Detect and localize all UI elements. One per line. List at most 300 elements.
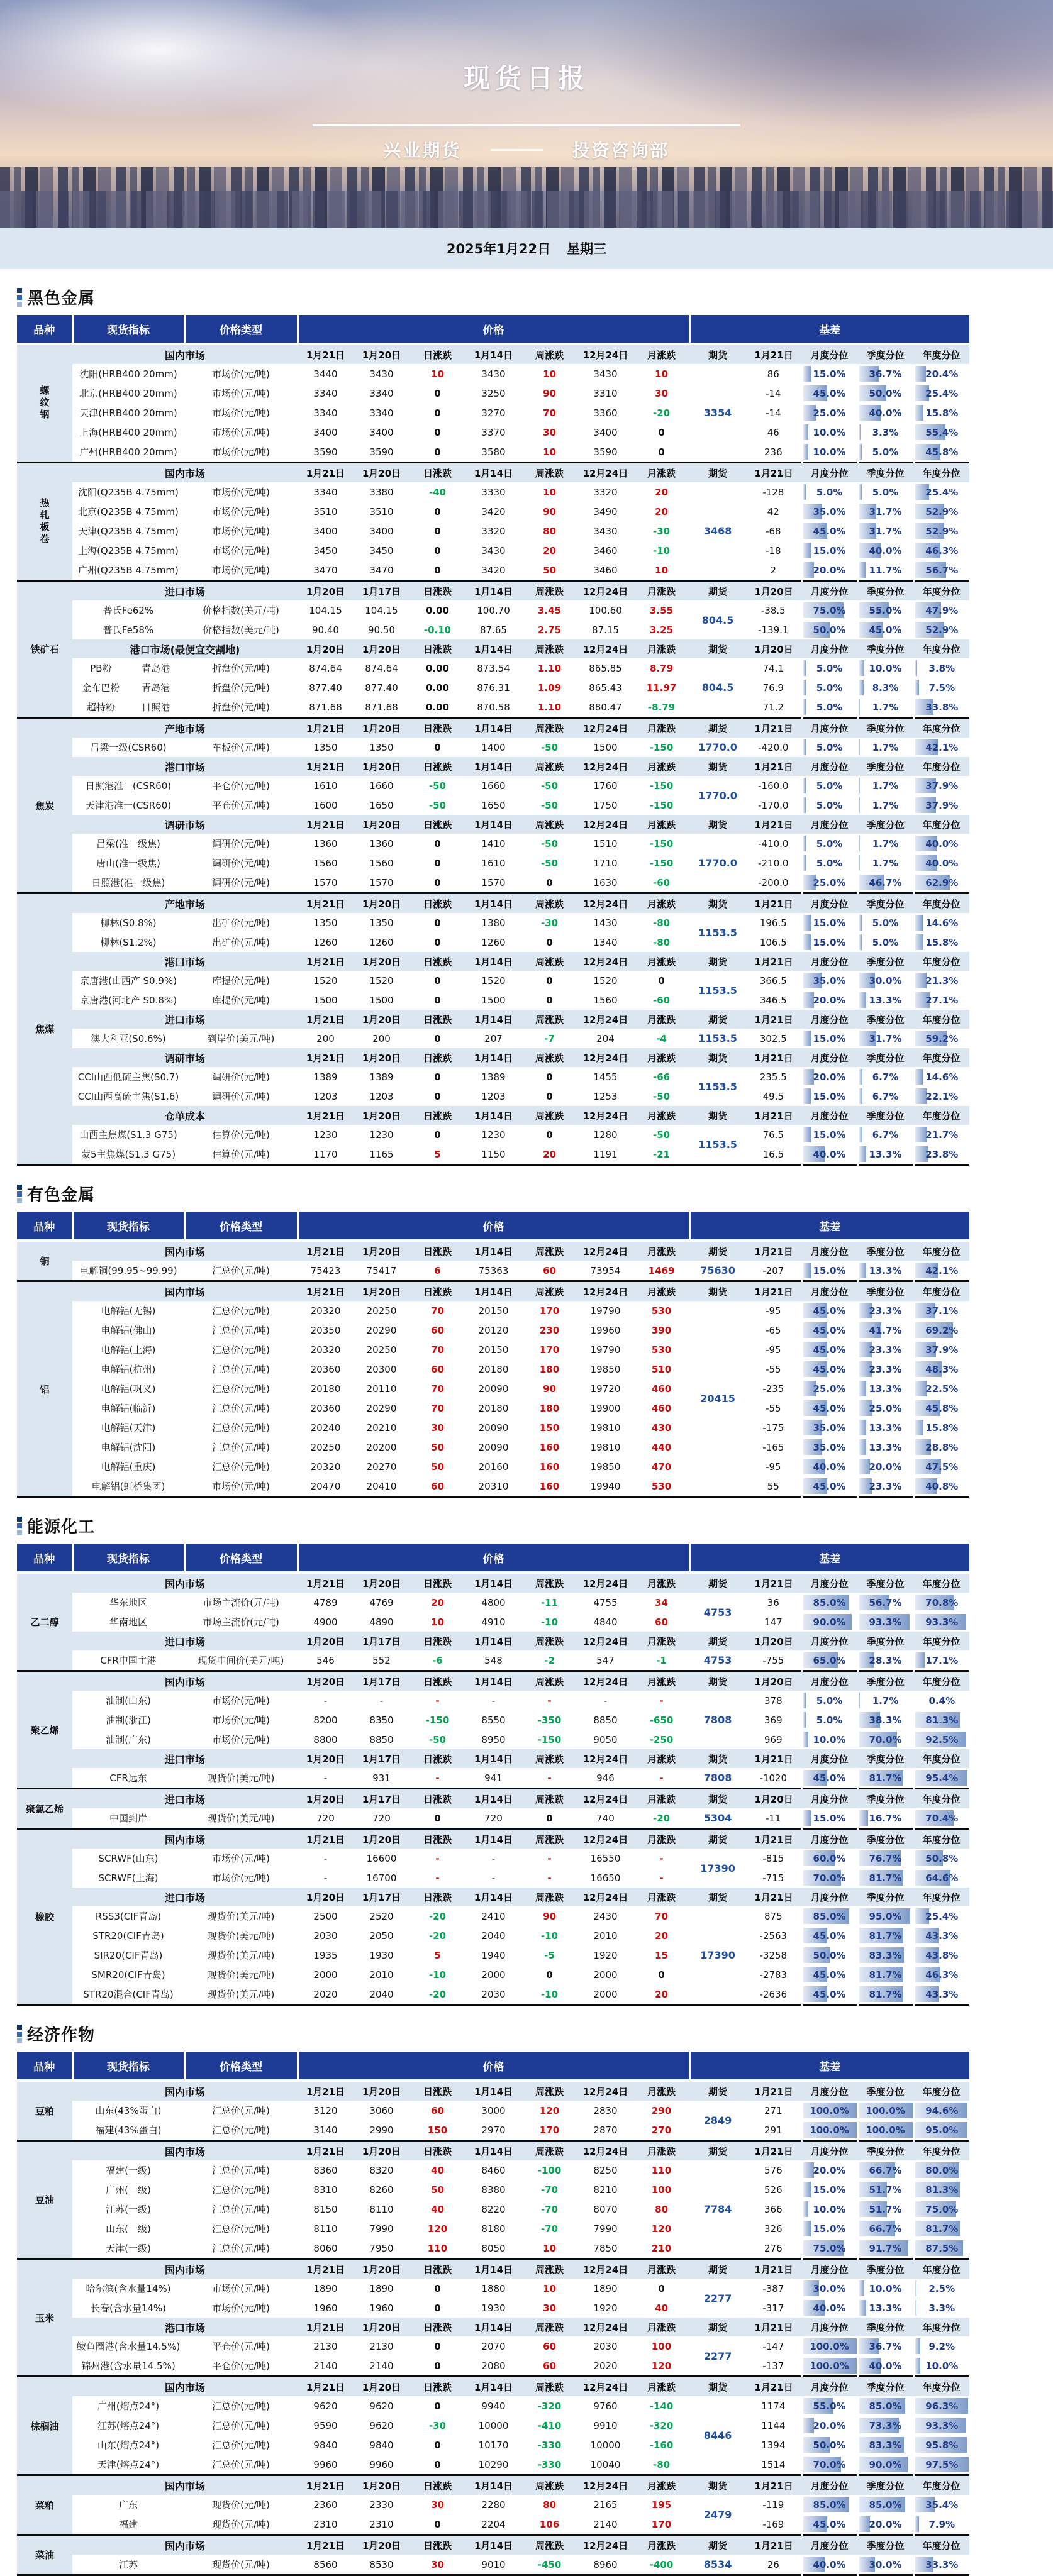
change-cell: -: [410, 1849, 465, 1868]
yearly-percentile-cell: [913, 1730, 969, 1749]
change-cell: 8.79: [633, 658, 689, 678]
price-cell: 548: [465, 1650, 521, 1671]
price-cell: 1570: [298, 873, 354, 893]
subcolumn-header: 月度分位: [801, 2535, 857, 2555]
change-cell: -5: [521, 1945, 577, 1965]
change-cell: 30: [521, 423, 577, 442]
basis-cell: -2563: [746, 1926, 801, 1945]
price-cell: 4900: [298, 1612, 354, 1632]
percentile-value: 13.3%: [869, 2302, 902, 2314]
price-cell: 20180: [465, 1398, 521, 1418]
change-cell: 0.00: [410, 678, 465, 697]
subcolumn-header: 日涨跌: [410, 1281, 465, 1302]
price-cell: 720: [298, 1808, 354, 1829]
yearly-percentile-cell: [913, 1261, 969, 1281]
variety-cell: 铝: [17, 1281, 72, 1497]
percentile-bar: [859, 797, 860, 813]
subcolumn-header: 日涨跌: [410, 893, 465, 914]
basis-cell: -420.0: [746, 738, 801, 757]
subcolumn-header: 年度分位: [913, 718, 969, 738]
quarterly-percentile-cell: [857, 1457, 913, 1476]
subcolumn-header: 1月20日: [354, 1010, 410, 1029]
price-table: [17, 2052, 969, 2576]
table-header-row: [17, 2052, 969, 2081]
basis-cell: -65: [746, 1320, 801, 1340]
spot-indicator-part: 日照港: [128, 700, 183, 714]
change-cell: 70: [633, 1906, 689, 1926]
data-row: [17, 1398, 969, 1418]
subcolumn-header: 月涨跌: [633, 344, 689, 364]
price-cell: 2000: [298, 1965, 354, 1984]
price-cell: 7950: [354, 2238, 410, 2259]
change-cell: 440: [633, 1437, 689, 1457]
monthly-percentile-cell: [801, 541, 857, 560]
percentile-bar: [859, 836, 860, 851]
subcolumn-header: 日涨跌: [410, 2259, 465, 2279]
price-cell: 870.58: [465, 697, 521, 718]
price-cell: 2310: [298, 2514, 354, 2535]
change-cell: 0: [521, 971, 577, 990]
change-cell: 30: [521, 2298, 577, 2318]
spot-indicator-cell: [72, 658, 184, 678]
basis-cell: -11: [746, 1808, 801, 1829]
subcolumn-header: 12月24日: [577, 1241, 633, 1261]
change-cell: 0: [410, 423, 465, 442]
subtitle-divider-line: [491, 149, 543, 151]
subcolumn-header: 年度分位: [913, 1573, 969, 1593]
subcolumn-header: 年度分位: [913, 2259, 969, 2279]
data-row: [17, 521, 969, 541]
subcolumn-header: 1月20日: [746, 639, 801, 658]
percentile-value: 40.0%: [813, 2302, 846, 2314]
spot-indicator-cell: 日照港准一(CSR60): [72, 776, 184, 795]
subcolumn-header: 季度分位: [857, 344, 913, 364]
change-cell: 0: [521, 1086, 577, 1106]
price-cell: 4789: [298, 1593, 354, 1612]
price-cell: 20310: [465, 1476, 521, 1497]
basis-cell: -55: [746, 1359, 801, 1379]
percentile-value: 5.0%: [872, 487, 899, 498]
yearly-percentile-cell: [913, 2279, 969, 2298]
subcolumn-header: 年度分位: [913, 344, 969, 364]
futures-cell: 1153.5: [689, 1067, 746, 1106]
spot-indicator-part: PB粉: [74, 661, 128, 675]
subcolumn-header: 月涨跌: [633, 1281, 689, 1302]
price-cell: 877.40: [298, 678, 354, 697]
quarterly-percentile-cell: [857, 2555, 913, 2575]
change-cell: -50: [633, 1125, 689, 1144]
spot-indicator-cell: 江苏(熔点24°): [72, 2416, 184, 2435]
price-cell: 2130: [354, 2336, 410, 2356]
percentile-bar: [915, 2280, 916, 2296]
subcolumn-header: 1月14日: [465, 2475, 521, 2496]
yearly-percentile-cell: [913, 1849, 969, 1868]
quarterly-percentile-cell: [857, 1926, 913, 1945]
percentile-value: 33.8%: [925, 702, 958, 713]
price-cell: 2130: [298, 2336, 354, 2356]
change-cell: 170: [633, 2514, 689, 2535]
percentile-bar: [859, 915, 862, 931]
change-cell: 20: [410, 1593, 465, 1612]
price-cell: 3510: [298, 502, 354, 521]
spot-indicator-cell: 电解铜(99.95~99.99): [72, 1261, 184, 1281]
bullet-square-icon: [17, 288, 22, 293]
data-row: [17, 2219, 969, 2238]
percentile-value: 0.4%: [929, 1695, 956, 1706]
subcolumn-header: 月度分位: [801, 639, 857, 658]
yearly-percentile-cell: [913, 1086, 969, 1106]
price-cell: 9620: [354, 2396, 410, 2416]
spot-indicator-cell: 北京(Q235B 4.75mm): [72, 502, 184, 521]
change-cell: 40: [633, 2298, 689, 2318]
futures-cell: 7808: [689, 1691, 746, 1749]
yearly-percentile-cell: [913, 2396, 969, 2416]
monthly-percentile-cell: [801, 423, 857, 442]
percentile-bar: [803, 1810, 811, 1826]
column-header: 现货指标: [72, 315, 184, 344]
basis-cell: -14: [746, 384, 801, 403]
percentile-bar: [859, 855, 860, 871]
data-row: [17, 2160, 969, 2180]
yearly-percentile-cell: [913, 620, 969, 639]
percentile-value: 3.3%: [872, 427, 899, 438]
basis-cell: 76.9: [746, 678, 801, 697]
market-subheader-row: [17, 1888, 969, 1906]
column-header: 价格类型: [184, 315, 298, 344]
market-label: 国内市场: [72, 1671, 298, 1691]
yearly-percentile-cell: [913, 1650, 969, 1671]
price-cell: 865.85: [577, 658, 633, 678]
percentile-value: 85.0%: [869, 2401, 902, 2412]
subcolumn-header: 12月24日: [577, 815, 633, 834]
percentile-value: 30.0%: [813, 2283, 846, 2294]
subcolumn-header: 1月20日: [746, 1671, 801, 1691]
subcolumn-header: 12月24日: [577, 1789, 633, 1809]
spot-indicator-cell: 广州(HRB400 20mm): [72, 442, 184, 463]
change-cell: 460: [633, 1398, 689, 1418]
percentile-value: 3.8%: [929, 663, 956, 674]
spot-indicator-cell: CFR中国主港: [72, 1650, 184, 1671]
subcolumn-header: 季度分位: [857, 1789, 913, 1809]
percentile-value: 70.0%: [813, 2459, 846, 2470]
subcolumn-header: 期货: [689, 2259, 746, 2279]
percentile-bar: [803, 2201, 809, 2217]
change-cell: 50: [410, 1437, 465, 1457]
price-cell: 1610: [465, 853, 521, 873]
change-cell: 0: [521, 990, 577, 1010]
quarterly-percentile-cell: [857, 834, 913, 853]
subcolumn-header: 1月21日: [298, 1829, 354, 1849]
price-cell: 8850: [577, 1710, 633, 1730]
percentile-value: 21.7%: [925, 1129, 958, 1141]
basis-cell: -2636: [746, 1984, 801, 2005]
data-row: [17, 2101, 969, 2120]
subcolumn-header: 12月24日: [577, 2377, 633, 2397]
subcolumn-header: 12月24日: [577, 2475, 633, 2496]
price-cell: 2280: [465, 2495, 521, 2514]
percentile-value: 81.7%: [869, 1872, 902, 1884]
basis-cell: 42: [746, 502, 801, 521]
subcolumn-header: 1月21日: [746, 1829, 801, 1849]
subcolumn-header: 周涨跌: [521, 952, 577, 971]
percentile-value: 20.0%: [813, 2420, 846, 2431]
monthly-percentile-cell: [801, 1808, 857, 1829]
basis-cell: -119: [746, 2495, 801, 2514]
monthly-percentile-cell: [801, 1457, 857, 1476]
price-type-cell: 现货价(元/吨): [184, 2495, 298, 2514]
spot-indicator-part: 金布巴粉: [74, 681, 128, 694]
price-cell: 1170: [298, 1144, 354, 1165]
yearly-percentile-cell: [913, 482, 969, 502]
subcolumn-header: 月涨跌: [633, 639, 689, 658]
quarterly-percentile-cell: [857, 2101, 913, 2120]
yearly-percentile-cell: [913, 1593, 969, 1612]
change-cell: 60: [410, 1359, 465, 1379]
change-cell: 3.45: [521, 600, 577, 620]
subcolumn-header: 1月20日: [746, 1789, 801, 1809]
price-cell: 19940: [577, 1476, 633, 1497]
price-type-cell: 汇总价(元/吨): [184, 2435, 298, 2455]
subcolumn-header: 1月21日: [298, 1048, 354, 1067]
subcolumn-header: 季度分位: [857, 1241, 913, 1261]
subcolumn-header: 1月20日: [298, 1749, 354, 1768]
change-cell: 20: [633, 482, 689, 502]
subcolumn-header: 日涨跌: [410, 2377, 465, 2397]
change-cell: 70: [410, 1398, 465, 1418]
subcolumn-header: 季度分位: [857, 2535, 913, 2555]
percentile-bar: [915, 1420, 924, 1435]
report-weekday: 星期三: [567, 239, 606, 258]
change-cell: 2.75: [521, 620, 577, 639]
subcolumn-header: 1月20日: [746, 581, 801, 601]
price-cell: -: [465, 1849, 521, 1868]
price-cell: 2830: [577, 2101, 633, 2120]
subcolumn-header: 1月20日: [298, 639, 354, 658]
monthly-percentile-cell: [801, 1926, 857, 1945]
market-label: 产地市场: [72, 718, 298, 738]
percentile-value: 95.4%: [925, 1772, 958, 1784]
variety-cell: 焦炭: [17, 718, 72, 893]
monthly-percentile-cell: [801, 853, 857, 873]
data-row: [17, 502, 969, 521]
variety-cell: 焦煤: [17, 893, 72, 1165]
yearly-percentile-cell: [913, 1418, 969, 1437]
quarterly-percentile-cell: [857, 678, 913, 697]
change-cell: -400: [633, 2555, 689, 2575]
yearly-percentile-cell: [913, 521, 969, 541]
percentile-bar: [803, 366, 811, 382]
price-cell: 4910: [465, 1612, 521, 1632]
percentile-value: 81.3%: [925, 2184, 958, 2196]
percentile-bar: [859, 1693, 860, 1708]
price-cell: 1500: [354, 990, 410, 1010]
subcolumn-header: 1月14日: [465, 1888, 521, 1906]
percentile-bar: [803, 2418, 814, 2433]
percentile-value: 28.8%: [925, 1442, 958, 1453]
quarterly-percentile-cell: [857, 873, 913, 893]
price-type-cell: 折盘价(元/吨): [184, 658, 298, 678]
price-type-cell: 市场价(元/吨): [184, 482, 298, 502]
price-cell: 1350: [298, 738, 354, 757]
market-subheader-row: [17, 2535, 969, 2555]
subcolumn-header: 季度分位: [857, 1632, 913, 1650]
percentile-bar: [859, 2300, 866, 2316]
price-type-cell: 车板价(元/吨): [184, 738, 298, 757]
price-type-cell: 现货价(美元/吨): [184, 1808, 298, 1829]
subcolumn-header: 1月21日: [298, 718, 354, 738]
bullet-square-icon: [17, 1191, 22, 1197]
subcolumn-header: 期货: [689, 893, 746, 914]
price-cell: 3460: [577, 560, 633, 581]
percentile-value: 9.2%: [929, 2341, 956, 2352]
percentile-value: 45.0%: [813, 1969, 846, 1981]
change-cell: 120: [633, 2219, 689, 2238]
price-type-cell: 汇总价(元/吨): [184, 1320, 298, 1340]
subcolumn-header: 季度分位: [857, 1888, 913, 1906]
change-cell: -330: [521, 2455, 577, 2475]
percentile-bar: [859, 660, 865, 676]
data-row: [17, 1476, 969, 1497]
percentile-bar: [803, 1088, 811, 1104]
change-cell: 0: [410, 1067, 465, 1086]
percentile-value: 15.0%: [813, 545, 846, 556]
market-subheader-row: [17, 2377, 969, 2397]
price-cell: 1660: [465, 776, 521, 795]
yearly-percentile-cell: [913, 1320, 969, 1340]
percentile-value: 45.0%: [813, 526, 846, 537]
quarterly-percentile-cell: [857, 1965, 913, 1984]
percentile-value: 40.0%: [813, 1149, 846, 1160]
price-cell: 1520: [354, 971, 410, 990]
subcolumn-header: 季度分位: [857, 2377, 913, 2397]
subcolumn-header: 1月21日: [746, 463, 801, 483]
change-cell: 60: [410, 2101, 465, 2120]
percentile-value: 40.0%: [869, 407, 902, 419]
percentile-value: 87.5%: [925, 2243, 958, 2254]
subcolumn-header: 1月21日: [298, 952, 354, 971]
percentile-value: 10.0%: [869, 2283, 902, 2294]
spot-indicator-cell: 电解铝(佛山): [72, 1320, 184, 1340]
percentile-value: 25.4%: [925, 1911, 958, 1922]
price-cell: 2204: [465, 2514, 521, 2535]
price-type-cell: 市场价(元/吨): [184, 1476, 298, 1497]
basis-cell: -410.0: [746, 834, 801, 853]
price-cell: 1150: [465, 1144, 521, 1165]
spot-indicator-cell: 天津(熔点24°): [72, 2455, 184, 2475]
percentile-value: 56.7%: [925, 565, 958, 576]
spot-indicator-cell: 中国到岸: [72, 1808, 184, 1829]
data-row: [17, 1965, 969, 1984]
price-cell: 1389: [354, 1067, 410, 1086]
percentile-value: 92.5%: [925, 1734, 958, 1745]
change-cell: 60: [521, 1261, 577, 1281]
percentile-value: 50.0%: [869, 388, 902, 399]
change-cell: 110: [410, 2238, 465, 2259]
change-cell: 160: [521, 1476, 577, 1497]
change-cell: 195: [633, 2495, 689, 2514]
price-cell: 1455: [577, 1067, 633, 1086]
percentile-value: 45.0%: [813, 1305, 846, 1317]
percentile-value: 25.4%: [925, 388, 958, 399]
percentile-value: 81.7%: [869, 1989, 902, 2000]
price-cell: 8460: [465, 2160, 521, 2180]
price-cell: 1930: [465, 2298, 521, 2318]
market-label: 调研市场: [72, 815, 298, 834]
basis-cell: 46: [746, 423, 801, 442]
subcolumn-header: 1月20日: [354, 2318, 410, 2336]
price-type-cell: 市场价(元/吨): [184, 2279, 298, 2298]
spot-indicator-cell: 天津(一级): [72, 2238, 184, 2259]
commodity-block: [17, 2081, 969, 2141]
subcolumn-header: 月度分位: [801, 1281, 857, 1302]
price-type-cell: 汇总价(元/吨): [184, 1437, 298, 1457]
yearly-percentile-cell: [913, 1029, 969, 1048]
price-table: [17, 1212, 969, 1498]
price-cell: 1570: [354, 873, 410, 893]
spot-indicator-part: 青岛港: [128, 681, 183, 694]
price-cell: 8800: [298, 1730, 354, 1749]
subcolumn-header: 1月20日: [354, 1106, 410, 1125]
yearly-percentile-cell: [913, 2356, 969, 2377]
subcolumn-header: 日涨跌: [410, 2475, 465, 2496]
quarterly-percentile-cell: [857, 2514, 913, 2535]
basis-cell: 74.1: [746, 658, 801, 678]
column-header: 价格类型: [184, 1212, 298, 1241]
percentile-value: 55.4%: [925, 427, 958, 438]
price-cell: 8260: [354, 2180, 410, 2199]
subcolumn-header: 月涨跌: [633, 1573, 689, 1593]
monthly-percentile-cell: [801, 1398, 857, 1418]
monthly-percentile-cell: [801, 384, 857, 403]
subcolumn-header: 月度分位: [801, 757, 857, 776]
subcolumn-header: 月度分位: [801, 2141, 857, 2161]
yearly-percentile-cell: [913, 1359, 969, 1379]
price-cell: 3420: [465, 560, 521, 581]
monthly-percentile-cell: [801, 913, 857, 932]
futures-cell: 4753: [689, 1593, 746, 1632]
data-row: [17, 482, 969, 502]
spot-indicator-cell: 柳林(S1.2%): [72, 932, 184, 952]
percentile-value: 35.0%: [813, 975, 846, 987]
monthly-percentile-cell: [801, 2396, 857, 2416]
monthly-percentile-cell: [801, 1691, 857, 1710]
percentile-value: 50.0%: [813, 2440, 846, 2451]
spot-indicator-cell: 澳大利亚(S0.6%): [72, 1029, 184, 1048]
spot-indicator-cell: 唐山(准一级焦): [72, 853, 184, 873]
yearly-percentile-cell: [913, 1906, 969, 1926]
subcolumn-header: 期货: [689, 2475, 746, 2496]
quarterly-percentile-cell: [857, 1086, 913, 1106]
market-subheader-row: [17, 1671, 969, 1691]
subcolumn-header: 期货: [689, 1671, 746, 1691]
subcolumn-header: 周涨跌: [521, 2475, 577, 2496]
spot-indicator-cell: 山东(一级): [72, 2219, 184, 2238]
price-cell: 2040: [465, 1926, 521, 1945]
basis-cell: -14: [746, 403, 801, 423]
change-cell: -50: [521, 834, 577, 853]
change-cell: 0: [410, 990, 465, 1010]
subcolumn-header: 年度分位: [913, 2081, 969, 2101]
subcolumn-header: 期货: [689, 2535, 746, 2555]
price-cell: 2410: [465, 1906, 521, 1926]
monthly-percentile-cell: [801, 1868, 857, 1888]
monthly-percentile-cell: [801, 2514, 857, 2535]
percentile-value: 25.0%: [813, 877, 846, 888]
percentile-value: 35.0%: [813, 1422, 846, 1434]
percentile-value: 40.0%: [925, 858, 958, 869]
change-cell: -1: [633, 1650, 689, 1671]
change-cell: 1.09: [521, 678, 577, 697]
